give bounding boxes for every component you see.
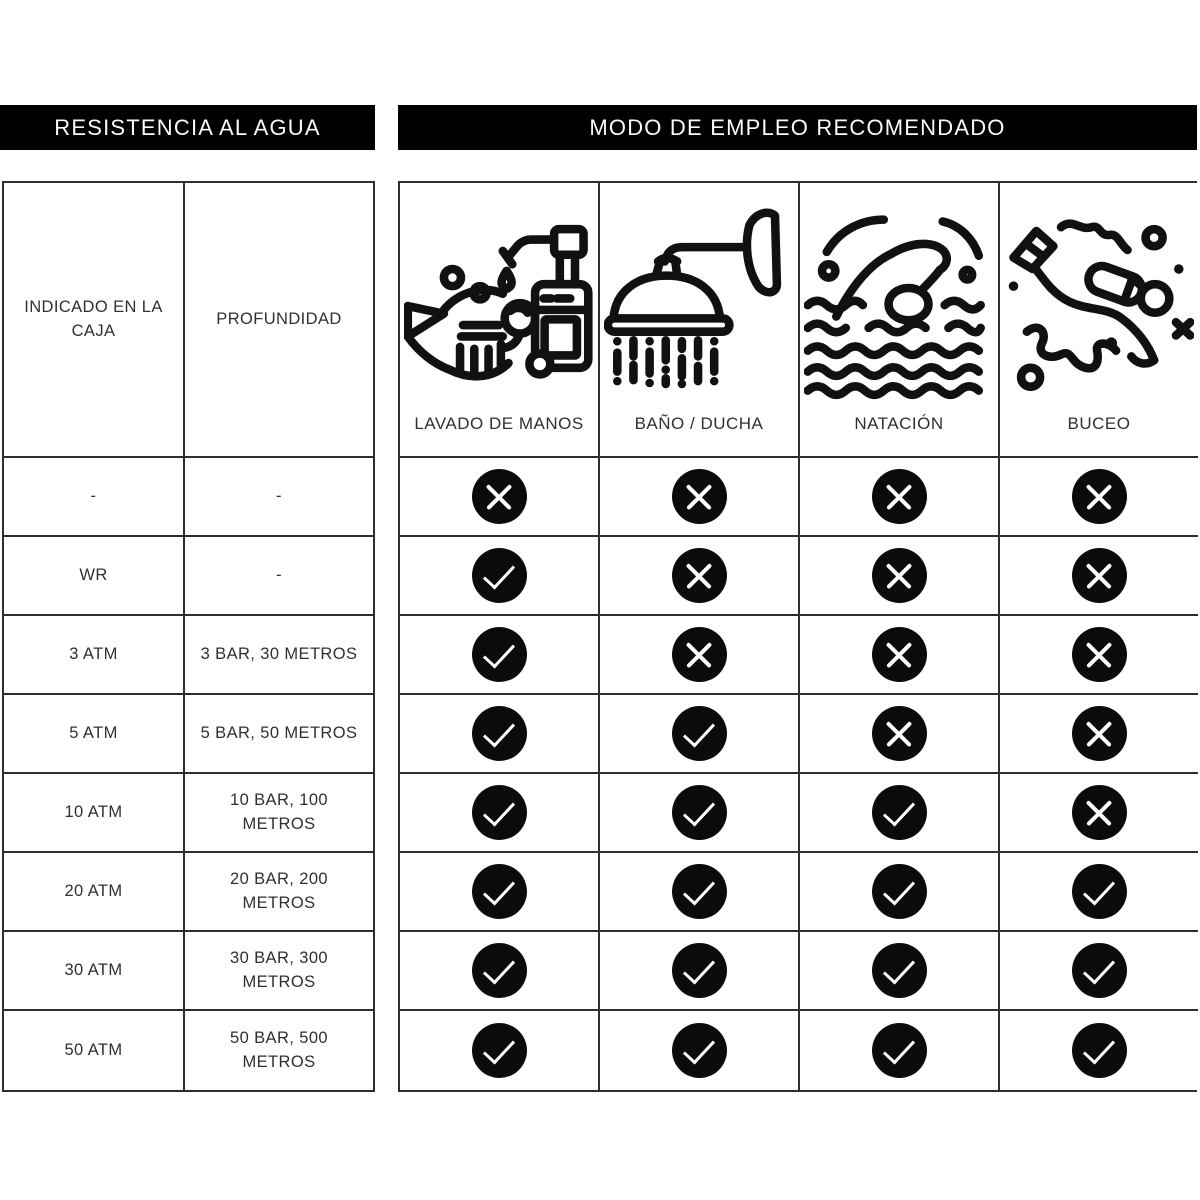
usage-cell [1000, 1011, 1198, 1090]
cross-mark [872, 548, 927, 603]
water-resistance-title: RESISTENCIA AL AGUA [54, 114, 321, 140]
column-header-indicated: INDICADO EN LA CAJA [4, 183, 185, 458]
water-resistance-table [2, 181, 375, 1092]
usage-title: MODO DE EMPLEO RECOMENDADO [589, 114, 1006, 140]
check-mark [472, 548, 527, 603]
handwash-icon [404, 195, 594, 400]
usage-cell [400, 537, 600, 616]
usage-cell [600, 616, 800, 695]
check-mark [472, 706, 527, 761]
usage-cell [400, 932, 600, 1011]
usage-cell [1000, 932, 1198, 1011]
usage-cell [600, 853, 800, 932]
check-mark [872, 943, 927, 998]
usage-cell [1000, 853, 1198, 932]
swimming-icon [804, 195, 994, 400]
check-mark [872, 785, 927, 840]
check-mark [472, 864, 527, 919]
atm-cell: 10 ATM [4, 774, 185, 853]
usage-cell [400, 1011, 600, 1090]
activity-header-shower [600, 183, 800, 458]
atm-cell: 5 ATM [4, 695, 185, 774]
activity-label: NATACIÓN [854, 414, 944, 434]
usage-cell [800, 853, 1000, 932]
check-mark [1072, 864, 1127, 919]
cross-mark [672, 627, 727, 682]
check-mark [472, 943, 527, 998]
usage-cell [600, 458, 800, 537]
usage-cell [800, 1011, 1000, 1090]
usage-cell [1000, 695, 1198, 774]
usage-cell [400, 853, 600, 932]
usage-cell [400, 458, 600, 537]
usage-table [398, 181, 1197, 1092]
usage-cell [800, 616, 1000, 695]
usage-cell [1000, 458, 1198, 537]
activity-label: BUCEO [1067, 414, 1131, 434]
column-header-depth: PROFUNDIDAD [185, 183, 373, 458]
usage-cell [400, 695, 600, 774]
check-mark [872, 1023, 927, 1078]
depth-cell: 30 BAR, 300 METROS [185, 932, 373, 1011]
usage-cell [600, 695, 800, 774]
check-mark [1072, 1023, 1127, 1078]
cross-mark [1072, 627, 1127, 682]
usage-header-bar [398, 105, 1197, 150]
usage-cell [600, 932, 800, 1011]
depth-cell: 10 BAR, 100 METROS [185, 774, 373, 853]
usage-cell [800, 695, 1000, 774]
usage-cell [800, 774, 1000, 853]
atm-cell: 20 ATM [4, 853, 185, 932]
cross-mark [672, 469, 727, 524]
depth-cell: - [185, 458, 373, 537]
depth-cell: 5 BAR, 50 METROS [185, 695, 373, 774]
atm-cell: 3 ATM [4, 616, 185, 695]
cross-mark [1072, 785, 1127, 840]
usage-cell [800, 537, 1000, 616]
check-mark [672, 706, 727, 761]
usage-cell [1000, 774, 1198, 853]
cross-mark [672, 548, 727, 603]
check-mark [472, 627, 527, 682]
check-mark [672, 785, 727, 840]
activity-label: BAÑO / DUCHA [634, 414, 764, 434]
cross-mark [1072, 548, 1127, 603]
usage-cell [800, 458, 1000, 537]
diving-icon [1004, 195, 1194, 400]
check-mark [472, 785, 527, 840]
cross-mark [472, 469, 527, 524]
atm-cell: WR [4, 537, 185, 616]
check-mark [872, 864, 927, 919]
usage-cell [600, 1011, 800, 1090]
depth-cell: 3 BAR, 30 METROS [185, 616, 373, 695]
cross-mark [872, 469, 927, 524]
activity-header-diving [1000, 183, 1198, 458]
cross-mark [872, 706, 927, 761]
check-mark [672, 1023, 727, 1078]
usage-cell [1000, 616, 1198, 695]
depth-cell: 50 BAR, 500 METROS [185, 1011, 373, 1090]
usage-cell [600, 774, 800, 853]
depth-cell: 20 BAR, 200 METROS [185, 853, 373, 932]
usage-cell [400, 616, 600, 695]
cross-mark [872, 627, 927, 682]
usage-cell [400, 774, 600, 853]
atm-cell: - [4, 458, 185, 537]
cross-mark [1072, 706, 1127, 761]
activity-label: LAVADO DE MANOS [414, 414, 584, 434]
check-mark [672, 943, 727, 998]
check-mark [472, 1023, 527, 1078]
activity-header-handwash [400, 183, 600, 458]
check-mark [672, 864, 727, 919]
activity-header-swimming [800, 183, 1000, 458]
atm-cell: 50 ATM [4, 1011, 185, 1090]
depth-cell: - [185, 537, 373, 616]
water-resistance-header-bar [0, 105, 375, 150]
shower-icon [604, 195, 794, 400]
check-mark [1072, 943, 1127, 998]
usage-cell [600, 537, 800, 616]
cross-mark [1072, 469, 1127, 524]
atm-cell: 30 ATM [4, 932, 185, 1011]
usage-cell [1000, 537, 1198, 616]
usage-cell [800, 932, 1000, 1011]
